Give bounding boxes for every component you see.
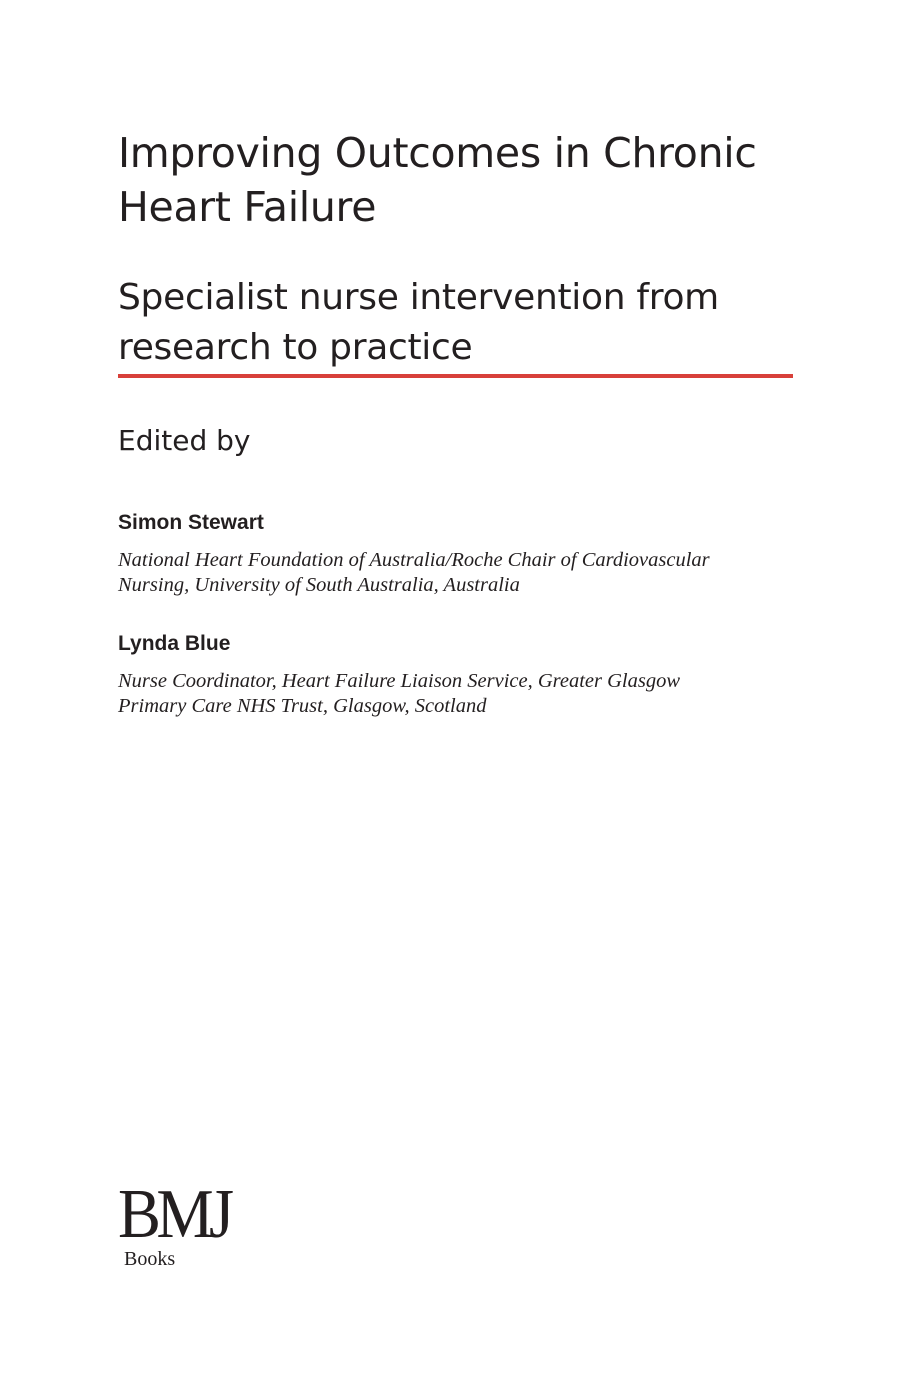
editor-affiliation-line: Primary Care NHS Trust, Glasgow, Scotland [118,695,487,717]
book-title-line-2: Heart Failure [118,183,377,231]
edited-by-label: Edited by [118,424,251,457]
bmj-logo-wordmark: BMJ [118,1176,230,1253]
book-subtitle [118,273,818,373]
editor-affiliation-line: Nurse Coordinator, Heart Failure Liaison Service, Greater Glasgow [118,670,681,692]
editor-affiliation [118,548,710,598]
bmj-logo-books-text: Books [124,1248,176,1270]
editor-affiliation-line: Nursing, University of South Australia, Australia [118,574,520,596]
book-subtitle-line-2: research to practice [118,327,473,368]
title-divider-rule [118,374,793,378]
book-title-line-1: Improving Outcomes in Chronic [118,129,757,177]
editor-name: Simon Stewart [118,511,264,534]
editor-name: Lynda Blue [118,632,231,655]
editor-affiliation-line: National Heart Foundation of Australia/Roche Chair of Cardiovascular [118,549,710,571]
editor-affiliation [118,669,680,719]
bmj-books-logo [118,1176,264,1274]
book-title [118,126,818,234]
book-subtitle-line-1: Specialist nurse intervention from [118,277,719,318]
